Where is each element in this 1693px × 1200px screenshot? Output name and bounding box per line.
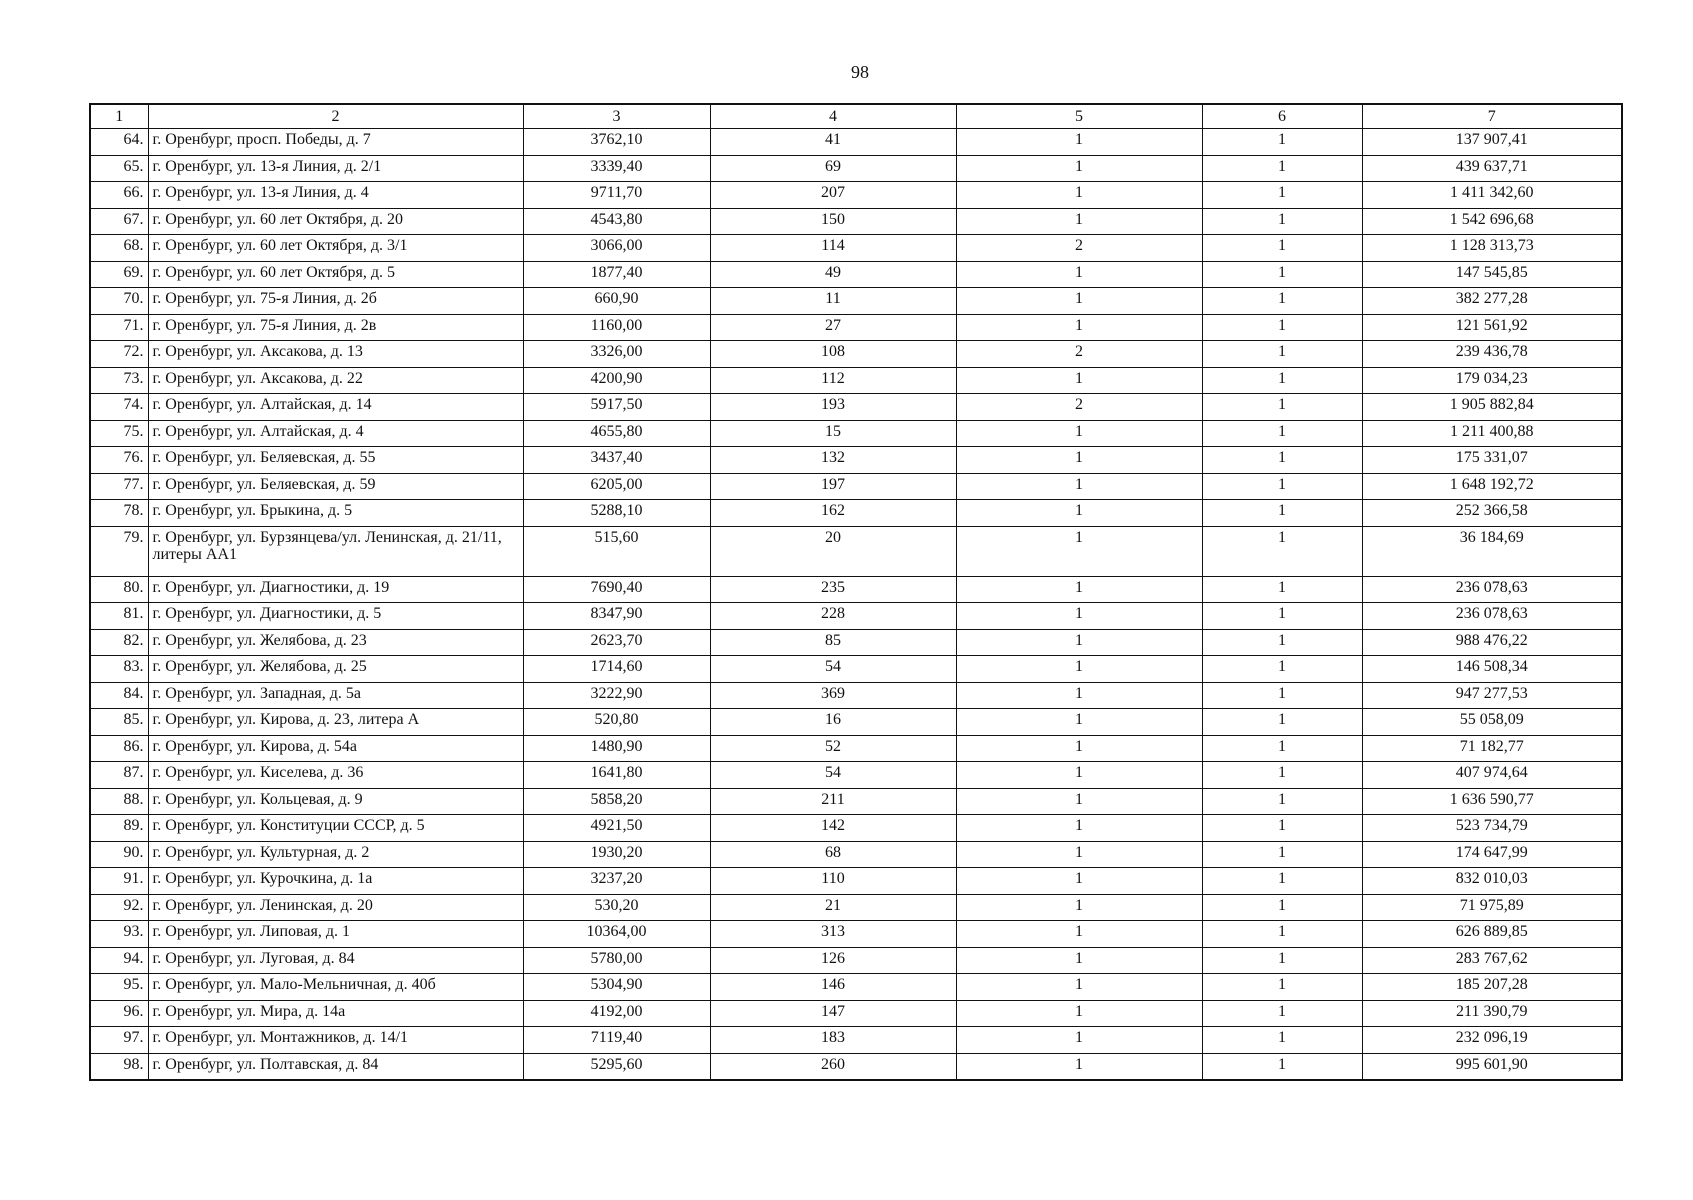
cell-col7: 1 128 313,73 <box>1362 235 1622 262</box>
cell-col4: 183 <box>710 1027 956 1054</box>
table-row <box>90 735 1622 762</box>
cell-col3: 9711,70 <box>523 182 710 209</box>
address-cell: г. Оренбург, ул. Желябова, д. 25 <box>148 656 523 683</box>
cell-col4: 41 <box>710 129 956 156</box>
table-row <box>90 314 1622 341</box>
row-number: 91. <box>90 868 148 895</box>
cell-col4: 162 <box>710 500 956 527</box>
table-row <box>90 341 1622 368</box>
cell-col6: 1 <box>1202 314 1362 341</box>
cell-col6: 1 <box>1202 656 1362 683</box>
cell-col5: 1 <box>956 576 1202 603</box>
cell-col7: 137 907,41 <box>1362 129 1622 156</box>
table-row <box>90 682 1622 709</box>
row-number: 71. <box>90 314 148 341</box>
row-number: 69. <box>90 261 148 288</box>
cell-col5: 1 <box>956 314 1202 341</box>
address-cell: г. Оренбург, ул. Культурная, д. 2 <box>148 841 523 868</box>
table-row <box>90 947 1622 974</box>
cell-col6: 1 <box>1202 500 1362 527</box>
cell-col3: 3237,20 <box>523 868 710 895</box>
table-row <box>90 762 1622 789</box>
cell-col6: 1 <box>1202 526 1362 576</box>
cell-col6: 1 <box>1202 841 1362 868</box>
cell-col7: 1 211 400,88 <box>1362 420 1622 447</box>
row-number: 70. <box>90 288 148 315</box>
table-row <box>90 367 1622 394</box>
cell-col3: 5917,50 <box>523 394 710 421</box>
cell-col6: 1 <box>1202 473 1362 500</box>
table-body <box>90 129 1622 1080</box>
cell-col6: 1 <box>1202 367 1362 394</box>
table-row <box>90 261 1622 288</box>
row-number: 75. <box>90 420 148 447</box>
table-row <box>90 1000 1622 1027</box>
cell-col3: 515,60 <box>523 526 710 576</box>
table-row <box>90 841 1622 868</box>
row-number: 98. <box>90 1053 148 1080</box>
cell-col3: 3437,40 <box>523 447 710 474</box>
table-row <box>90 182 1622 209</box>
cell-col6: 1 <box>1202 261 1362 288</box>
cell-col3: 3339,40 <box>523 155 710 182</box>
cell-col5: 1 <box>956 735 1202 762</box>
table-row <box>90 500 1622 527</box>
cell-col4: 21 <box>710 894 956 921</box>
cell-col7: 1 905 882,84 <box>1362 394 1622 421</box>
row-number: 81. <box>90 603 148 630</box>
table-header <box>90 104 1622 129</box>
table-row <box>90 208 1622 235</box>
cell-col5: 1 <box>956 155 1202 182</box>
cell-col5: 1 <box>956 603 1202 630</box>
cell-col4: 54 <box>710 762 956 789</box>
cell-col6: 1 <box>1202 947 1362 974</box>
address-cell: г. Оренбург, ул. Конституции СССР, д. 5 <box>148 815 523 842</box>
cell-col3: 1930,20 <box>523 841 710 868</box>
cell-col5: 1 <box>956 815 1202 842</box>
cell-col5: 1 <box>956 788 1202 815</box>
column-header: 1 <box>90 104 148 129</box>
cell-col5: 2 <box>956 341 1202 368</box>
cell-col5: 1 <box>956 1000 1202 1027</box>
row-number: 94. <box>90 947 148 974</box>
row-number: 84. <box>90 682 148 709</box>
cell-col7: 71 975,89 <box>1362 894 1622 921</box>
cell-col6: 1 <box>1202 1000 1362 1027</box>
cell-col6: 1 <box>1202 974 1362 1001</box>
cell-col5: 1 <box>956 841 1202 868</box>
cell-col5: 1 <box>956 974 1202 1001</box>
column-header: 4 <box>710 104 956 129</box>
cell-col7: 988 476,22 <box>1362 629 1622 656</box>
cell-col3: 1160,00 <box>523 314 710 341</box>
cell-col4: 197 <box>710 473 956 500</box>
address-cell: г. Оренбург, ул. 13-я Линия, д. 2/1 <box>148 155 523 182</box>
cell-col6: 1 <box>1202 394 1362 421</box>
table-row <box>90 420 1622 447</box>
row-number: 92. <box>90 894 148 921</box>
cell-col4: 20 <box>710 526 956 576</box>
address-cell: г. Оренбург, ул. 13-я Линия, д. 4 <box>148 182 523 209</box>
cell-col7: 174 647,99 <box>1362 841 1622 868</box>
cell-col6: 1 <box>1202 1053 1362 1080</box>
cell-col3: 4921,50 <box>523 815 710 842</box>
cell-col6: 1 <box>1202 894 1362 921</box>
column-header: 7 <box>1362 104 1622 129</box>
row-number: 87. <box>90 762 148 789</box>
cell-col3: 3066,00 <box>523 235 710 262</box>
address-cell: г. Оренбург, ул. Курочкина, д. 1а <box>148 868 523 895</box>
cell-col7: 232 096,19 <box>1362 1027 1622 1054</box>
table-row <box>90 629 1622 656</box>
row-number: 74. <box>90 394 148 421</box>
address-cell: г. Оренбург, ул. Киселева, д. 36 <box>148 762 523 789</box>
cell-col6: 1 <box>1202 341 1362 368</box>
address-cell: г. Оренбург, ул. Монтажников, д. 14/1 <box>148 1027 523 1054</box>
row-number: 89. <box>90 815 148 842</box>
cell-col4: 146 <box>710 974 956 1001</box>
cell-col7: 1 636 590,77 <box>1362 788 1622 815</box>
cell-col5: 1 <box>956 473 1202 500</box>
table-row <box>90 1027 1622 1054</box>
cell-col7: 71 182,77 <box>1362 735 1622 762</box>
cell-col3: 7690,40 <box>523 576 710 603</box>
address-cell: г. Оренбург, просп. Победы, д. 7 <box>148 129 523 156</box>
cell-col7: 239 436,78 <box>1362 341 1622 368</box>
address-cell: г. Оренбург, ул. 60 лет Октября, д. 3/1 <box>148 235 523 262</box>
row-number: 80. <box>90 576 148 603</box>
cell-col5: 1 <box>956 129 1202 156</box>
address-cell: г. Оренбург, ул. Западная, д. 5а <box>148 682 523 709</box>
cell-col4: 126 <box>710 947 956 974</box>
cell-col6: 1 <box>1202 235 1362 262</box>
row-number: 76. <box>90 447 148 474</box>
cell-col5: 1 <box>956 656 1202 683</box>
cell-col3: 530,20 <box>523 894 710 921</box>
cell-col3: 1641,80 <box>523 762 710 789</box>
cell-col4: 112 <box>710 367 956 394</box>
cell-col5: 1 <box>956 868 1202 895</box>
address-cell: г. Оренбург, ул. Беляевская, д. 59 <box>148 473 523 500</box>
address-cell: г. Оренбург, ул. Аксакова, д. 13 <box>148 341 523 368</box>
cell-col3: 660,90 <box>523 288 710 315</box>
table-row <box>90 894 1622 921</box>
cell-col3: 1714,60 <box>523 656 710 683</box>
cell-col6: 1 <box>1202 815 1362 842</box>
cell-col3: 2623,70 <box>523 629 710 656</box>
cell-col7: 1 542 696,68 <box>1362 208 1622 235</box>
address-cell: г. Оренбург, ул. Алтайская, д. 14 <box>148 394 523 421</box>
cell-col7: 626 889,85 <box>1362 921 1622 948</box>
cell-col7: 55 058,09 <box>1362 709 1622 736</box>
cell-col4: 142 <box>710 815 956 842</box>
cell-col5: 1 <box>956 447 1202 474</box>
cell-col7: 252 366,58 <box>1362 500 1622 527</box>
cell-col7: 832 010,03 <box>1362 868 1622 895</box>
row-number: 88. <box>90 788 148 815</box>
cell-col4: 211 <box>710 788 956 815</box>
row-number: 65. <box>90 155 148 182</box>
row-number: 90. <box>90 841 148 868</box>
address-cell: г. Оренбург, ул. Бурзянцева/ул. Ленинская, д. 21/11, литеры АА1 <box>148 526 523 576</box>
cell-col5: 1 <box>956 182 1202 209</box>
address-cell: г. Оренбург, ул. Ленинская, д. 20 <box>148 894 523 921</box>
cell-col7: 121 561,92 <box>1362 314 1622 341</box>
cell-col3: 3326,00 <box>523 341 710 368</box>
cell-col5: 2 <box>956 235 1202 262</box>
table-row <box>90 129 1622 156</box>
address-cell: г. Оренбург, ул. 60 лет Октября, д. 20 <box>148 208 523 235</box>
cell-col4: 207 <box>710 182 956 209</box>
cell-col3: 10364,00 <box>523 921 710 948</box>
row-number: 96. <box>90 1000 148 1027</box>
cell-col6: 1 <box>1202 576 1362 603</box>
cell-col5: 1 <box>956 500 1202 527</box>
table-row <box>90 974 1622 1001</box>
row-number: 66. <box>90 182 148 209</box>
cell-col5: 1 <box>956 367 1202 394</box>
cell-col3: 7119,40 <box>523 1027 710 1054</box>
table-row <box>90 656 1622 683</box>
table-row <box>90 235 1622 262</box>
row-number: 72. <box>90 341 148 368</box>
cell-col3: 5858,20 <box>523 788 710 815</box>
cell-col5: 1 <box>956 208 1202 235</box>
row-number: 95. <box>90 974 148 1001</box>
cell-col6: 1 <box>1202 603 1362 630</box>
cell-col4: 108 <box>710 341 956 368</box>
cell-col3: 1480,90 <box>523 735 710 762</box>
page-number: 98 <box>851 62 869 82</box>
address-cell: г. Оренбург, ул. Кирова, д. 54а <box>148 735 523 762</box>
cell-col3: 3762,10 <box>523 129 710 156</box>
row-number: 77. <box>90 473 148 500</box>
cell-col3: 5304,90 <box>523 974 710 1001</box>
table-row <box>90 1053 1622 1080</box>
row-number: 82. <box>90 629 148 656</box>
cell-col4: 228 <box>710 603 956 630</box>
cell-col6: 1 <box>1202 629 1362 656</box>
cell-col7: 36 184,69 <box>1362 526 1622 576</box>
table-row <box>90 788 1622 815</box>
row-number: 86. <box>90 735 148 762</box>
cell-col7: 523 734,79 <box>1362 815 1622 842</box>
cell-col7: 439 637,71 <box>1362 155 1622 182</box>
cell-col5: 2 <box>956 394 1202 421</box>
table-row <box>90 155 1622 182</box>
cell-col4: 85 <box>710 629 956 656</box>
cell-col4: 27 <box>710 314 956 341</box>
cell-col5: 1 <box>956 1053 1202 1080</box>
cell-col6: 1 <box>1202 182 1362 209</box>
table-row <box>90 526 1622 576</box>
cell-col3: 4192,00 <box>523 1000 710 1027</box>
header-row <box>90 104 1622 129</box>
cell-col6: 1 <box>1202 682 1362 709</box>
cell-col6: 1 <box>1202 788 1362 815</box>
cell-col4: 68 <box>710 841 956 868</box>
cell-col5: 1 <box>956 1027 1202 1054</box>
cell-col3: 5295,60 <box>523 1053 710 1080</box>
table-row <box>90 921 1622 948</box>
cell-col3: 6205,00 <box>523 473 710 500</box>
cell-col7: 382 277,28 <box>1362 288 1622 315</box>
cell-col5: 1 <box>956 894 1202 921</box>
table-row <box>90 473 1622 500</box>
address-cell: г. Оренбург, ул. Липовая, д. 1 <box>148 921 523 948</box>
column-header: 5 <box>956 104 1202 129</box>
cell-col7: 211 390,79 <box>1362 1000 1622 1027</box>
address-cell: г. Оренбург, ул. Кольцевая, д. 9 <box>148 788 523 815</box>
address-cell: г. Оренбург, ул. Желябова, д. 23 <box>148 629 523 656</box>
address-cell: г. Оренбург, ул. Диагностики, д. 19 <box>148 576 523 603</box>
address-cell: г. Оренбург, ул. 75-я Линия, д. 2б <box>148 288 523 315</box>
cell-col6: 1 <box>1202 921 1362 948</box>
cell-col4: 369 <box>710 682 956 709</box>
cell-col7: 1 411 342,60 <box>1362 182 1622 209</box>
cell-col5: 1 <box>956 947 1202 974</box>
row-number: 67. <box>90 208 148 235</box>
data-table <box>89 103 1623 1081</box>
row-number: 93. <box>90 921 148 948</box>
cell-col7: 236 078,63 <box>1362 603 1622 630</box>
column-header: 6 <box>1202 104 1362 129</box>
cell-col7: 1 648 192,72 <box>1362 473 1622 500</box>
address-cell: г. Оренбург, ул. 60 лет Октября, д. 5 <box>148 261 523 288</box>
cell-col5: 1 <box>956 682 1202 709</box>
cell-col3: 8347,90 <box>523 603 710 630</box>
cell-col3: 3222,90 <box>523 682 710 709</box>
cell-col7: 146 508,34 <box>1362 656 1622 683</box>
cell-col4: 15 <box>710 420 956 447</box>
cell-col7: 147 545,85 <box>1362 261 1622 288</box>
cell-col3: 4655,80 <box>523 420 710 447</box>
cell-col4: 132 <box>710 447 956 474</box>
cell-col4: 150 <box>710 208 956 235</box>
cell-col4: 114 <box>710 235 956 262</box>
cell-col3: 5780,00 <box>523 947 710 974</box>
cell-col6: 1 <box>1202 1027 1362 1054</box>
cell-col5: 1 <box>956 420 1202 447</box>
cell-col5: 1 <box>956 762 1202 789</box>
address-cell: г. Оренбург, ул. Алтайская, д. 4 <box>148 420 523 447</box>
cell-col4: 69 <box>710 155 956 182</box>
table-row <box>90 447 1622 474</box>
table-row <box>90 868 1622 895</box>
row-number: 73. <box>90 367 148 394</box>
address-cell: г. Оренбург, ул. Брыкина, д. 5 <box>148 500 523 527</box>
cell-col6: 1 <box>1202 735 1362 762</box>
cell-col7: 185 207,28 <box>1362 974 1622 1001</box>
cell-col4: 54 <box>710 656 956 683</box>
cell-col5: 1 <box>956 288 1202 315</box>
cell-col6: 1 <box>1202 288 1362 315</box>
cell-col6: 1 <box>1202 155 1362 182</box>
cell-col7: 947 277,53 <box>1362 682 1622 709</box>
address-cell: г. Оренбург, ул. 75-я Линия, д. 2в <box>148 314 523 341</box>
table-row <box>90 709 1622 736</box>
address-cell: г. Оренбург, ул. Аксакова, д. 22 <box>148 367 523 394</box>
cell-col6: 1 <box>1202 868 1362 895</box>
cell-col6: 1 <box>1202 709 1362 736</box>
address-cell: г. Оренбург, ул. Диагностики, д. 5 <box>148 603 523 630</box>
cell-col6: 1 <box>1202 447 1362 474</box>
cell-col4: 52 <box>710 735 956 762</box>
cell-col6: 1 <box>1202 208 1362 235</box>
address-cell: г. Оренбург, ул. Полтавская, д. 84 <box>148 1053 523 1080</box>
cell-col4: 147 <box>710 1000 956 1027</box>
cell-col7: 179 034,23 <box>1362 367 1622 394</box>
table-row <box>90 603 1622 630</box>
address-cell: г. Оренбург, ул. Кирова, д. 23, литера А <box>148 709 523 736</box>
cell-col7: 407 974,64 <box>1362 762 1622 789</box>
table-row <box>90 815 1622 842</box>
table-row <box>90 288 1622 315</box>
column-header: 3 <box>523 104 710 129</box>
cell-col4: 193 <box>710 394 956 421</box>
row-number: 85. <box>90 709 148 736</box>
cell-col3: 4543,80 <box>523 208 710 235</box>
row-number: 79. <box>90 526 148 576</box>
row-number: 83. <box>90 656 148 683</box>
cell-col5: 1 <box>956 629 1202 656</box>
address-cell: г. Оренбург, ул. Беляевская, д. 55 <box>148 447 523 474</box>
address-cell: г. Оренбург, ул. Мало-Мельничная, д. 40б <box>148 974 523 1001</box>
cell-col7: 175 331,07 <box>1362 447 1622 474</box>
column-header: 2 <box>148 104 523 129</box>
cell-col4: 260 <box>710 1053 956 1080</box>
row-number: 64. <box>90 129 148 156</box>
cell-col7: 283 767,62 <box>1362 947 1622 974</box>
cell-col5: 1 <box>956 921 1202 948</box>
address-cell: г. Оренбург, ул. Луговая, д. 84 <box>148 947 523 974</box>
cell-col6: 1 <box>1202 420 1362 447</box>
row-number: 97. <box>90 1027 148 1054</box>
cell-col6: 1 <box>1202 762 1362 789</box>
cell-col4: 110 <box>710 868 956 895</box>
cell-col5: 1 <box>956 261 1202 288</box>
cell-col6: 1 <box>1202 129 1362 156</box>
cell-col5: 1 <box>956 709 1202 736</box>
cell-col5: 1 <box>956 526 1202 576</box>
cell-col4: 235 <box>710 576 956 603</box>
address-cell: г. Оренбург, ул. Мира, д. 14а <box>148 1000 523 1027</box>
row-number: 68. <box>90 235 148 262</box>
cell-col7: 236 078,63 <box>1362 576 1622 603</box>
cell-col7: 995 601,90 <box>1362 1053 1622 1080</box>
cell-col3: 4200,90 <box>523 367 710 394</box>
cell-col4: 11 <box>710 288 956 315</box>
table-row <box>90 394 1622 421</box>
cell-col4: 16 <box>710 709 956 736</box>
cell-col3: 5288,10 <box>523 500 710 527</box>
row-number: 78. <box>90 500 148 527</box>
table-row <box>90 576 1622 603</box>
cell-col3: 1877,40 <box>523 261 710 288</box>
cell-col3: 520,80 <box>523 709 710 736</box>
cell-col4: 49 <box>710 261 956 288</box>
cell-col4: 313 <box>710 921 956 948</box>
